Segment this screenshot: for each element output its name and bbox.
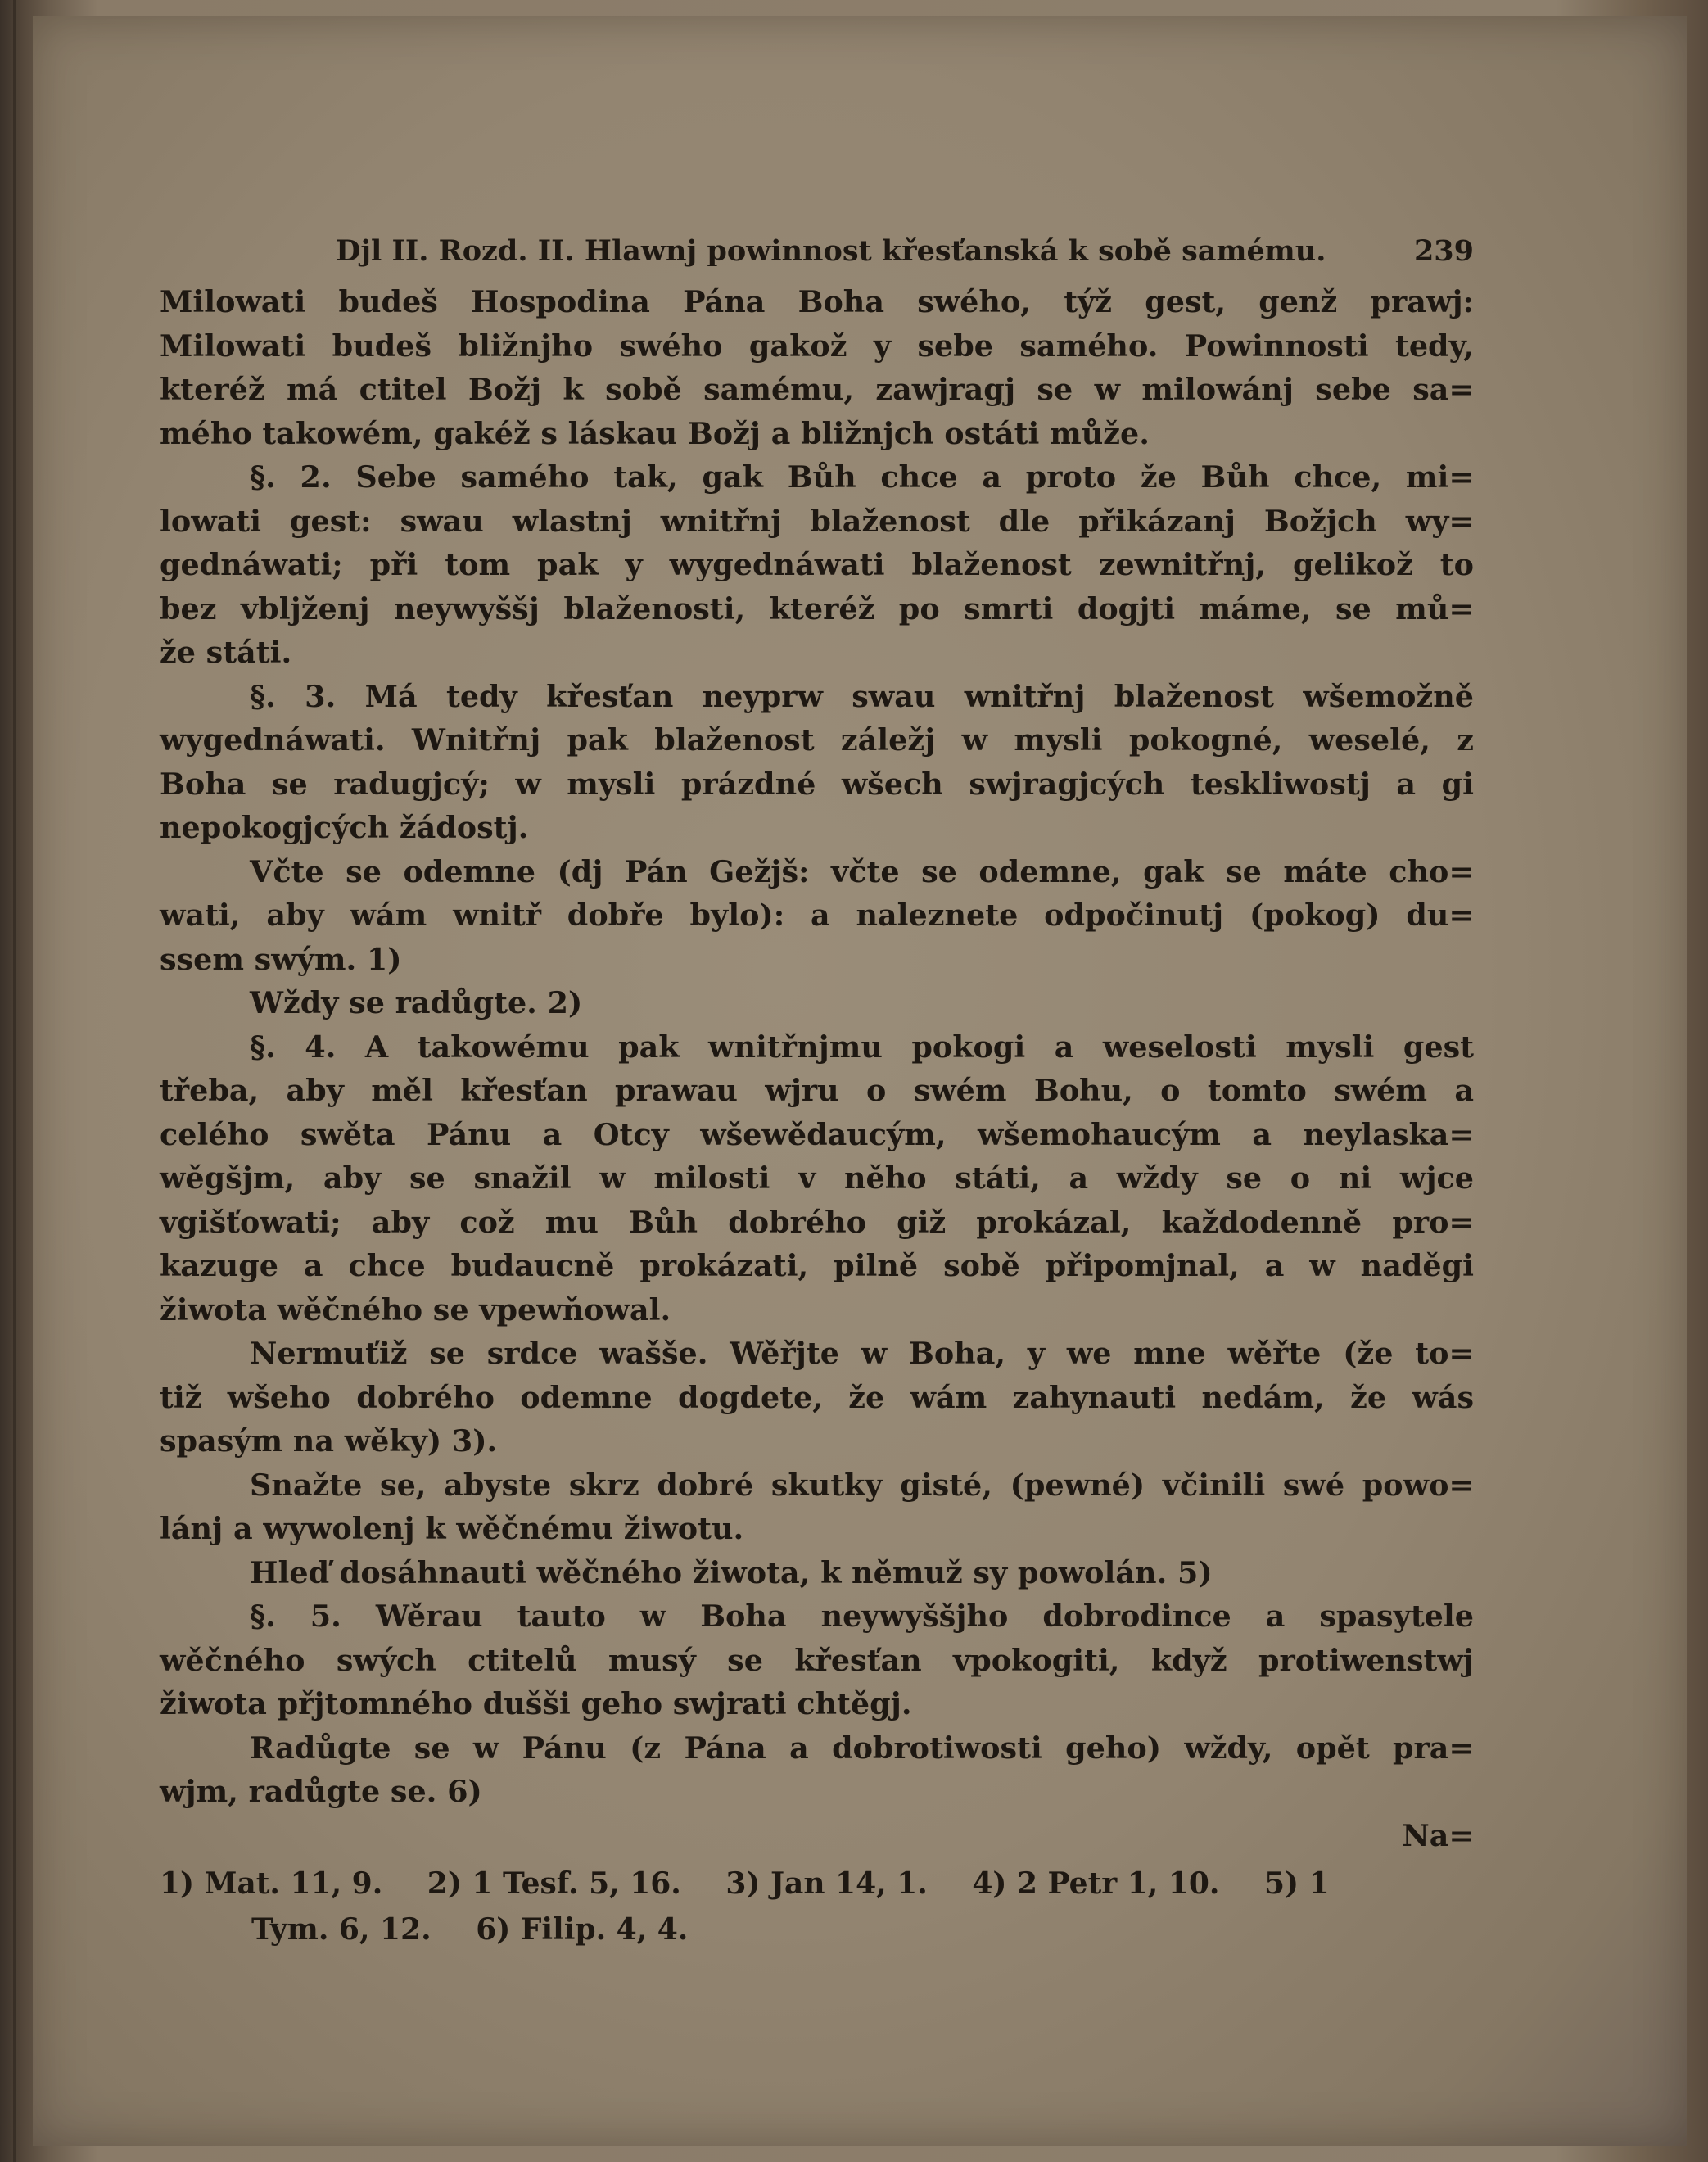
section-5-start: §. 5. Wěrau tauto w Boha neywyššjho dobrodince a spasytele (250, 1599, 1474, 1634)
page-text-block (160, 231, 1474, 1952)
quote-line: Hleď dosáhnauti wěčného žiwota, k němuž sy powolán. 5) (250, 1554, 1213, 1590)
footnote-5: 5) 1 (1264, 1866, 1330, 1901)
running-header-title: Djl II. Rozd. II. Hlawnj powinnost křesťanská k sobě samému. (336, 234, 1326, 268)
section-4-start: §. 4. A takowému pak wnitřnjmu pokogi a weselosti mysli gest (250, 1029, 1474, 1065)
quote-line: ssem swým. 1) (160, 941, 402, 977)
quote-line: wati, aby wám wnitř dobře bylo): a naleznete odpočinutj (pokog) du= (160, 898, 1474, 933)
text-line: mého takowém, gakéž s láskau Božj a bližnjch ostáti může. (160, 415, 1150, 451)
text-line: Boha se radugjcý; w mysli prázdné wšech swjragjcých teskliwostj a gi (160, 766, 1474, 802)
footnote-3: 3) Jan 14, 1. (725, 1866, 928, 1901)
quote-line: wjm, radůgte se. 6) (160, 1774, 482, 1809)
quote-line: Radůgte se w Pánu (z Pána a dobrotiwosti geho) wždy, opět pra= (250, 1730, 1474, 1766)
catchword: Na= (1402, 1817, 1474, 1853)
text-line: že státi. (160, 635, 292, 670)
page-number: 239 (1413, 234, 1474, 268)
footnote-6: 6) Filip. 4, 4. (476, 1912, 689, 1947)
book-spine-edge (13, 0, 16, 2162)
text-line: Milowati budeš Hospodina Pána Boha swého, týž gest, genž prawj: (160, 284, 1474, 319)
quote-line: lánj a wywolenj k wěčnému žiwotu. (160, 1511, 744, 1546)
text-line: kteréž má ctitel Božj k sobě samému, zawjragj se w milowánj sebe sa= (160, 372, 1474, 407)
text-line: bez vblјženj neywyššj blaženosti, kteréž po smrti dogjti máme, se mů= (160, 590, 1474, 626)
footnote-2: 2) 1 Tesf. 5, 16. (427, 1866, 681, 1901)
text-line: nepokogjcých žádostj. (160, 810, 529, 845)
text-line: gednáwati; při tom pak y wygednáwati blaženost zewnitřnj, gelikož to (160, 547, 1474, 582)
quote-line: tiž wšeho dobrého odemne dogdete, že wám zahynauti nedám, že wás (160, 1379, 1474, 1415)
running-header (336, 231, 1474, 272)
text-line: vgišťowati; aby což mu Bůh dobrého giž prokázal, každodenně pro= (160, 1204, 1474, 1240)
text-line: wěgšjm, aby se snažil w milosti v něho státi, a wždy se o ni wjce (160, 1160, 1474, 1196)
text-line: žiwota přjtomného dušši geho swjrati chtěgj. (160, 1686, 912, 1721)
quote-line: spasým na wěky) 3). (160, 1423, 498, 1459)
text-line: lowati gest: swau wlastnj wnitřnj blaženost dle přikázanj Božjch wy= (160, 503, 1474, 539)
text-line: wygednáwati. Wnitřnj pak blaženost záležj w mysli pokogné, weselé, z (160, 722, 1474, 758)
text-line: kazuge a chce budaucně prokázati, pilně sobě připomjnal, a w naděgi (160, 1248, 1474, 1283)
quote-line: Nermuťiž se srdce wašše. Wěřjte w Boha, y we mne wěřte (že to= (250, 1336, 1474, 1371)
quote-line: Snažte se, abyste skrz dobré skutky gisté, (pewné) včinili swé powo= (250, 1467, 1474, 1503)
quote-line: Včte se odemne (dj Pán Gežjš: včte se odemne, gak se máte cho= (250, 853, 1474, 889)
footnote-1: 1) Mat. 11, 9. (160, 1866, 383, 1901)
text-line: celého swěta Pánu a Otcy wšewědaucým, wšemohaucým a neylaska= (160, 1116, 1474, 1152)
text-line: třeba, aby měl křesťan prawau wjru o swém Bohu, o tomto swém a (160, 1073, 1474, 1108)
footnote-row-2 (160, 1906, 1474, 1952)
section-2-start: §. 2. Sebe samého tak, gak Bůh chce a proto že Bůh chce, mi= (250, 459, 1474, 495)
footnote-4: 4) 2 Petr 1, 10. (972, 1866, 1220, 1901)
text-line: Milowati budeš bližnjho swého gakož y sebe samého. Powinnosti tedy, (160, 328, 1474, 364)
footnote-5-continued: Tym. 6, 12. (251, 1912, 432, 1947)
catchword-row (160, 1814, 1474, 1858)
footnotes (160, 1861, 1474, 1952)
text-line: wěčného swých ctitelů musý se křesťan vpokogiti, když protiwenstwj (160, 1642, 1474, 1678)
body-text (160, 280, 1474, 1857)
quote-line: Wždy se radůgte. 2) (250, 985, 583, 1020)
text-line: žiwota wěčného se vpewňowal. (160, 1291, 671, 1328)
footnote-row-1 (160, 1861, 1474, 1906)
section-3-start: §. 3. Má tedy křesťan neyprw swau wnitřnj blaženost wšemožně (250, 678, 1474, 714)
